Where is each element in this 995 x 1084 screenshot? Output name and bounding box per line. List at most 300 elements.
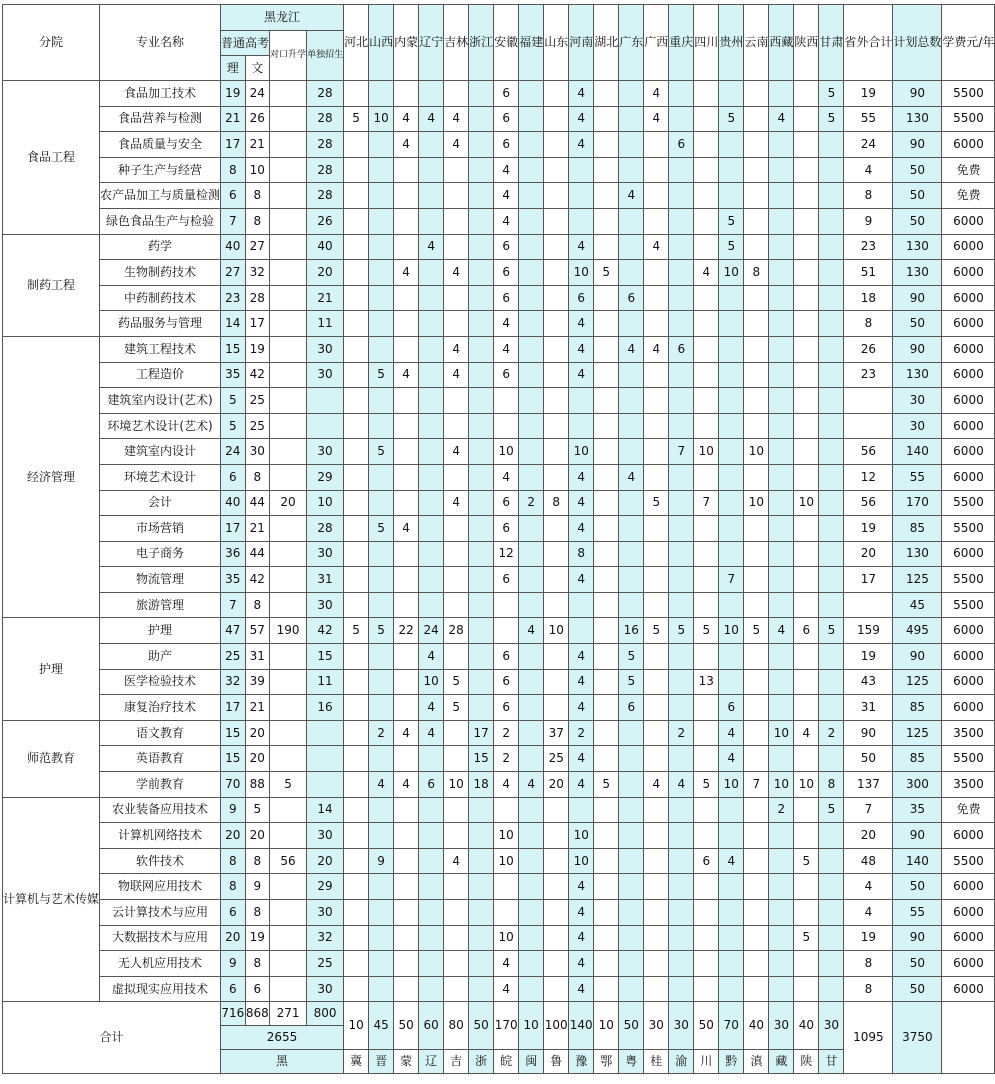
cell-wen: 39 <box>245 669 270 695</box>
cell-province <box>519 925 544 951</box>
cell-province <box>769 900 794 926</box>
cell-province: 5 <box>594 772 619 798</box>
cell-province: 4 <box>569 490 594 516</box>
cell-province <box>594 413 619 439</box>
cell-province <box>369 592 394 618</box>
cell-province <box>694 285 719 311</box>
cell-province <box>769 951 794 977</box>
cell-province <box>394 490 419 516</box>
cell-province <box>419 848 444 874</box>
cell-province <box>644 848 669 874</box>
cell-li: 7 <box>221 592 246 618</box>
cell-province <box>594 132 619 158</box>
cell-duikou <box>270 388 307 414</box>
summary-province-abbr: 吉 <box>444 1050 469 1074</box>
cell-province <box>719 362 744 388</box>
cell-province <box>594 157 619 183</box>
cell-province: 6 <box>694 848 719 874</box>
cell-province <box>719 81 744 107</box>
cell-wen: 27 <box>245 234 270 260</box>
cell-province: 4 <box>519 618 544 644</box>
major-name: 虚拟现实应用技术 <box>100 976 221 1002</box>
table-row <box>3 720 995 746</box>
cell-province: 4 <box>444 106 469 132</box>
cell-province <box>544 413 569 439</box>
cell-province <box>344 464 369 490</box>
cell-province <box>644 285 669 311</box>
cell-province <box>819 336 844 362</box>
cell-province <box>394 951 419 977</box>
cell-province <box>694 925 719 951</box>
cell-province <box>644 874 669 900</box>
cell-province <box>669 900 694 926</box>
cell-province <box>694 516 719 542</box>
cell-plan-total: 125 <box>893 720 942 746</box>
cell-li: 9 <box>221 951 246 977</box>
cell-province <box>769 976 794 1002</box>
cell-province <box>444 81 469 107</box>
cell-province <box>794 388 819 414</box>
cell-province: 13 <box>694 669 719 695</box>
cell-province <box>569 388 594 414</box>
cell-province <box>344 516 369 542</box>
cell-province <box>769 439 794 465</box>
cell-province <box>569 618 594 644</box>
cell-province <box>794 413 819 439</box>
table-row <box>3 900 995 926</box>
cell-province <box>719 183 744 209</box>
cell-outside-total <box>844 388 893 414</box>
cell-province: 4 <box>419 234 444 260</box>
cell-province: 8 <box>569 541 594 567</box>
cell-province <box>494 592 519 618</box>
cell-fee: 6000 <box>942 260 995 286</box>
cell-province <box>344 413 369 439</box>
cell-province <box>644 388 669 414</box>
cell-province <box>719 541 744 567</box>
cell-province <box>669 695 694 721</box>
cell-province <box>519 746 544 772</box>
cell-province <box>669 362 694 388</box>
cell-province <box>744 900 769 926</box>
cell-province: 5 <box>444 695 469 721</box>
cell-duikou: 56 <box>270 848 307 874</box>
cell-province <box>669 157 694 183</box>
summary-province-total: 50 <box>469 1002 494 1050</box>
cell-province <box>344 260 369 286</box>
cell-province <box>594 797 619 823</box>
cell-province <box>694 797 719 823</box>
cell-province <box>794 260 819 286</box>
cell-province <box>619 900 644 926</box>
cell-province: 4 <box>444 848 469 874</box>
summary-province-total: 30 <box>669 1002 694 1050</box>
cell-province <box>669 951 694 977</box>
cell-plan-total: 50 <box>893 311 942 337</box>
cell-li: 47 <box>221 618 246 644</box>
cell-duikou <box>270 413 307 439</box>
cell-province <box>344 541 369 567</box>
cell-province <box>544 362 569 388</box>
cell-fee: 3500 <box>942 772 995 798</box>
cell-province <box>794 234 819 260</box>
header-heilongjiang: 黑龙江 <box>221 5 344 31</box>
summary-province-total: 40 <box>744 1002 769 1050</box>
cell-province <box>394 541 419 567</box>
summary-province-total: 50 <box>394 1002 419 1050</box>
cell-province <box>519 208 544 234</box>
cell-province <box>744 285 769 311</box>
cell-province <box>644 541 669 567</box>
cell-danzhao: 20 <box>307 848 344 874</box>
cell-duikou <box>270 541 307 567</box>
cell-province: 4 <box>569 976 594 1002</box>
major-name: 大数据技术与应用 <box>100 925 221 951</box>
cell-province <box>494 388 519 414</box>
cell-province: 6 <box>669 132 694 158</box>
cell-province: 4 <box>394 106 419 132</box>
cell-province <box>344 285 369 311</box>
cell-province <box>819 234 844 260</box>
major-name: 中药制药技术 <box>100 285 221 311</box>
cell-province <box>569 208 594 234</box>
major-name: 英语教育 <box>100 746 221 772</box>
cell-province <box>469 592 494 618</box>
cell-fee: 5500 <box>942 81 995 107</box>
cell-li: 36 <box>221 541 246 567</box>
cell-province: 2 <box>494 746 519 772</box>
cell-outside-total: 48 <box>844 848 893 874</box>
cell-province <box>744 336 769 362</box>
cell-province <box>794 669 819 695</box>
cell-province <box>369 644 394 670</box>
cell-province: 5 <box>819 81 844 107</box>
summary-label: 合计 <box>3 1002 221 1074</box>
cell-province <box>744 311 769 337</box>
cell-province <box>644 362 669 388</box>
cell-province <box>419 311 444 337</box>
cell-duikou <box>270 900 307 926</box>
cell-province: 7 <box>744 772 769 798</box>
cell-plan-total: 50 <box>893 208 942 234</box>
cell-province: 7 <box>669 439 694 465</box>
cell-danzhao: 28 <box>307 132 344 158</box>
cell-wen: 20 <box>245 720 270 746</box>
cell-outside-total: 56 <box>844 439 893 465</box>
cell-li: 32 <box>221 669 246 695</box>
cell-province <box>819 208 844 234</box>
cell-province <box>619 362 644 388</box>
cell-province <box>744 797 769 823</box>
cell-province <box>644 644 669 670</box>
major-name: 农产品加工与质量检测 <box>100 183 221 209</box>
cell-province <box>394 925 419 951</box>
cell-province: 4 <box>394 132 419 158</box>
cell-province: 8 <box>544 490 569 516</box>
cell-duikou: 20 <box>270 490 307 516</box>
cell-province <box>619 234 644 260</box>
summary-province-total: 30 <box>644 1002 669 1050</box>
cell-province <box>544 592 569 618</box>
cell-danzhao: 14 <box>307 797 344 823</box>
cell-province <box>594 951 619 977</box>
cell-li: 25 <box>221 644 246 670</box>
cell-wen: 8 <box>245 208 270 234</box>
cell-province <box>469 669 494 695</box>
cell-province <box>719 669 744 695</box>
cell-province <box>344 720 369 746</box>
cell-province: 4 <box>569 234 594 260</box>
cell-province <box>644 260 669 286</box>
cell-province <box>694 106 719 132</box>
cell-province <box>469 567 494 593</box>
cell-li: 40 <box>221 490 246 516</box>
cell-li: 9 <box>221 797 246 823</box>
summary-province-total: 60 <box>419 1002 444 1050</box>
cell-province <box>444 464 469 490</box>
table-row <box>3 439 995 465</box>
cell-province <box>444 823 469 849</box>
cell-province <box>469 976 494 1002</box>
cell-province: 4 <box>769 106 794 132</box>
cell-province <box>369 567 394 593</box>
cell-province <box>769 490 794 516</box>
cell-province: 5 <box>744 618 769 644</box>
cell-outside-total: 7 <box>844 797 893 823</box>
cell-province: 6 <box>719 695 744 721</box>
cell-province <box>769 260 794 286</box>
dept-name: 食品工程 <box>3 81 100 235</box>
cell-province <box>444 976 469 1002</box>
cell-province <box>594 311 619 337</box>
cell-province: 4 <box>394 720 419 746</box>
cell-province: 2 <box>569 720 594 746</box>
cell-danzhao: 30 <box>307 336 344 362</box>
summary-hlj-total: 2655 <box>221 1026 344 1050</box>
summary-province-abbr: 桂 <box>644 1050 669 1074</box>
table-row <box>3 81 995 107</box>
cell-province <box>419 81 444 107</box>
cell-province <box>594 695 619 721</box>
cell-province <box>619 541 644 567</box>
cell-province <box>819 592 844 618</box>
cell-province: 5 <box>369 362 394 388</box>
cell-province: 10 <box>444 772 469 798</box>
table-row <box>3 567 995 593</box>
cell-plan-total: 85 <box>893 746 942 772</box>
cell-province <box>719 951 744 977</box>
cell-plan-total: 50 <box>893 183 942 209</box>
cell-province <box>469 490 494 516</box>
cell-province <box>344 183 369 209</box>
cell-province <box>819 413 844 439</box>
header-province: 贵州 <box>719 5 744 81</box>
cell-outside-total: 137 <box>844 772 893 798</box>
cell-province <box>594 439 619 465</box>
cell-province <box>494 874 519 900</box>
cell-province <box>519 132 544 158</box>
cell-province <box>694 874 719 900</box>
cell-province <box>819 260 844 286</box>
cell-li: 17 <box>221 132 246 158</box>
cell-fee: 5500 <box>942 106 995 132</box>
cell-province <box>444 311 469 337</box>
major-name: 农业装备应用技术 <box>100 797 221 823</box>
cell-province <box>669 874 694 900</box>
cell-province <box>769 746 794 772</box>
major-name: 药品服务与管理 <box>100 311 221 337</box>
cell-wen: 30 <box>245 439 270 465</box>
cell-province <box>419 797 444 823</box>
cell-wen: 25 <box>245 413 270 439</box>
cell-province <box>394 311 419 337</box>
cell-province <box>669 823 694 849</box>
cell-province <box>519 516 544 542</box>
cell-province <box>719 413 744 439</box>
cell-outside-total: 8 <box>844 951 893 977</box>
cell-duikou <box>270 567 307 593</box>
cell-province <box>419 336 444 362</box>
cell-province: 5 <box>644 618 669 644</box>
cell-province <box>794 106 819 132</box>
summary-province-abbr: 冀 <box>344 1050 369 1074</box>
cell-duikou <box>270 311 307 337</box>
cell-province <box>794 81 819 107</box>
cell-province <box>594 592 619 618</box>
cell-province <box>769 157 794 183</box>
table-row <box>3 592 995 618</box>
cell-province <box>794 541 819 567</box>
cell-province <box>694 695 719 721</box>
cell-province <box>794 567 819 593</box>
cell-province <box>794 746 819 772</box>
cell-fee: 6000 <box>942 823 995 849</box>
cell-province: 4 <box>569 567 594 593</box>
cell-province: 15 <box>469 746 494 772</box>
cell-plan-total: 90 <box>893 336 942 362</box>
cell-province <box>394 669 419 695</box>
cell-province: 4 <box>619 464 644 490</box>
summary-province-total: 50 <box>619 1002 644 1050</box>
cell-province <box>419 592 444 618</box>
cell-danzhao: 11 <box>307 669 344 695</box>
cell-wen: 44 <box>245 490 270 516</box>
cell-province <box>394 567 419 593</box>
cell-province <box>744 388 769 414</box>
cell-outside-total: 8 <box>844 183 893 209</box>
cell-li: 17 <box>221 516 246 542</box>
cell-province <box>644 413 669 439</box>
header-province: 重庆 <box>669 5 694 81</box>
cell-province <box>594 925 619 951</box>
cell-province <box>469 516 494 542</box>
cell-province: 10 <box>794 490 819 516</box>
cell-province <box>544 183 569 209</box>
cell-li: 27 <box>221 260 246 286</box>
cell-province <box>369 311 394 337</box>
summary-fee-blank <box>942 1002 995 1074</box>
cell-province <box>469 797 494 823</box>
table-row <box>3 644 995 670</box>
cell-province <box>594 976 619 1002</box>
cell-outside-total: 19 <box>844 644 893 670</box>
cell-province <box>344 81 369 107</box>
major-name: 食品营养与检测 <box>100 106 221 132</box>
cell-province <box>694 592 719 618</box>
cell-province: 5 <box>444 669 469 695</box>
cell-plan-total: 130 <box>893 260 942 286</box>
cell-province <box>619 388 644 414</box>
cell-province <box>594 388 619 414</box>
cell-province <box>519 413 544 439</box>
cell-province <box>544 157 569 183</box>
cell-duikou <box>270 797 307 823</box>
cell-province: 5 <box>644 490 669 516</box>
cell-province <box>694 388 719 414</box>
cell-province <box>594 285 619 311</box>
cell-duikou <box>270 157 307 183</box>
header-province: 湖北 <box>594 5 619 81</box>
cell-province <box>819 388 844 414</box>
table-row <box>3 541 995 567</box>
cell-province <box>669 567 694 593</box>
cell-wen: 32 <box>245 260 270 286</box>
cell-province <box>819 183 844 209</box>
cell-province <box>619 823 644 849</box>
cell-province: 5 <box>719 208 744 234</box>
summary-province-abbr: 鄂 <box>594 1050 619 1074</box>
cell-province <box>744 208 769 234</box>
major-name: 建筑工程技术 <box>100 336 221 362</box>
cell-province: 7 <box>694 490 719 516</box>
cell-province <box>369 234 394 260</box>
cell-province <box>794 183 819 209</box>
cell-province: 4 <box>569 925 594 951</box>
cell-province <box>744 720 769 746</box>
cell-province <box>394 900 419 926</box>
cell-fee: 5500 <box>942 490 995 516</box>
cell-province <box>694 208 719 234</box>
cell-province <box>644 823 669 849</box>
major-name: 物流管理 <box>100 567 221 593</box>
cell-province: 4 <box>719 720 744 746</box>
cell-province <box>669 925 694 951</box>
major-name: 食品质量与安全 <box>100 132 221 158</box>
cell-province: 4 <box>494 951 519 977</box>
cell-province: 6 <box>494 81 519 107</box>
cell-province <box>544 285 569 311</box>
cell-province <box>519 900 544 926</box>
cell-fee: 6000 <box>942 874 995 900</box>
cell-province <box>419 976 444 1002</box>
cell-duikou: 190 <box>270 618 307 644</box>
cell-province: 4 <box>419 106 444 132</box>
cell-province <box>744 362 769 388</box>
summary-province-total: 10 <box>519 1002 544 1050</box>
cell-wen: 8 <box>245 183 270 209</box>
cell-province: 4 <box>494 183 519 209</box>
cell-province <box>719 311 744 337</box>
cell-province <box>394 388 419 414</box>
cell-province: 2 <box>819 720 844 746</box>
cell-province: 10 <box>494 925 519 951</box>
cell-province <box>819 925 844 951</box>
cell-province: 2 <box>769 797 794 823</box>
cell-province <box>369 132 394 158</box>
cell-province <box>469 823 494 849</box>
cell-province <box>619 157 644 183</box>
cell-danzhao: 30 <box>307 439 344 465</box>
